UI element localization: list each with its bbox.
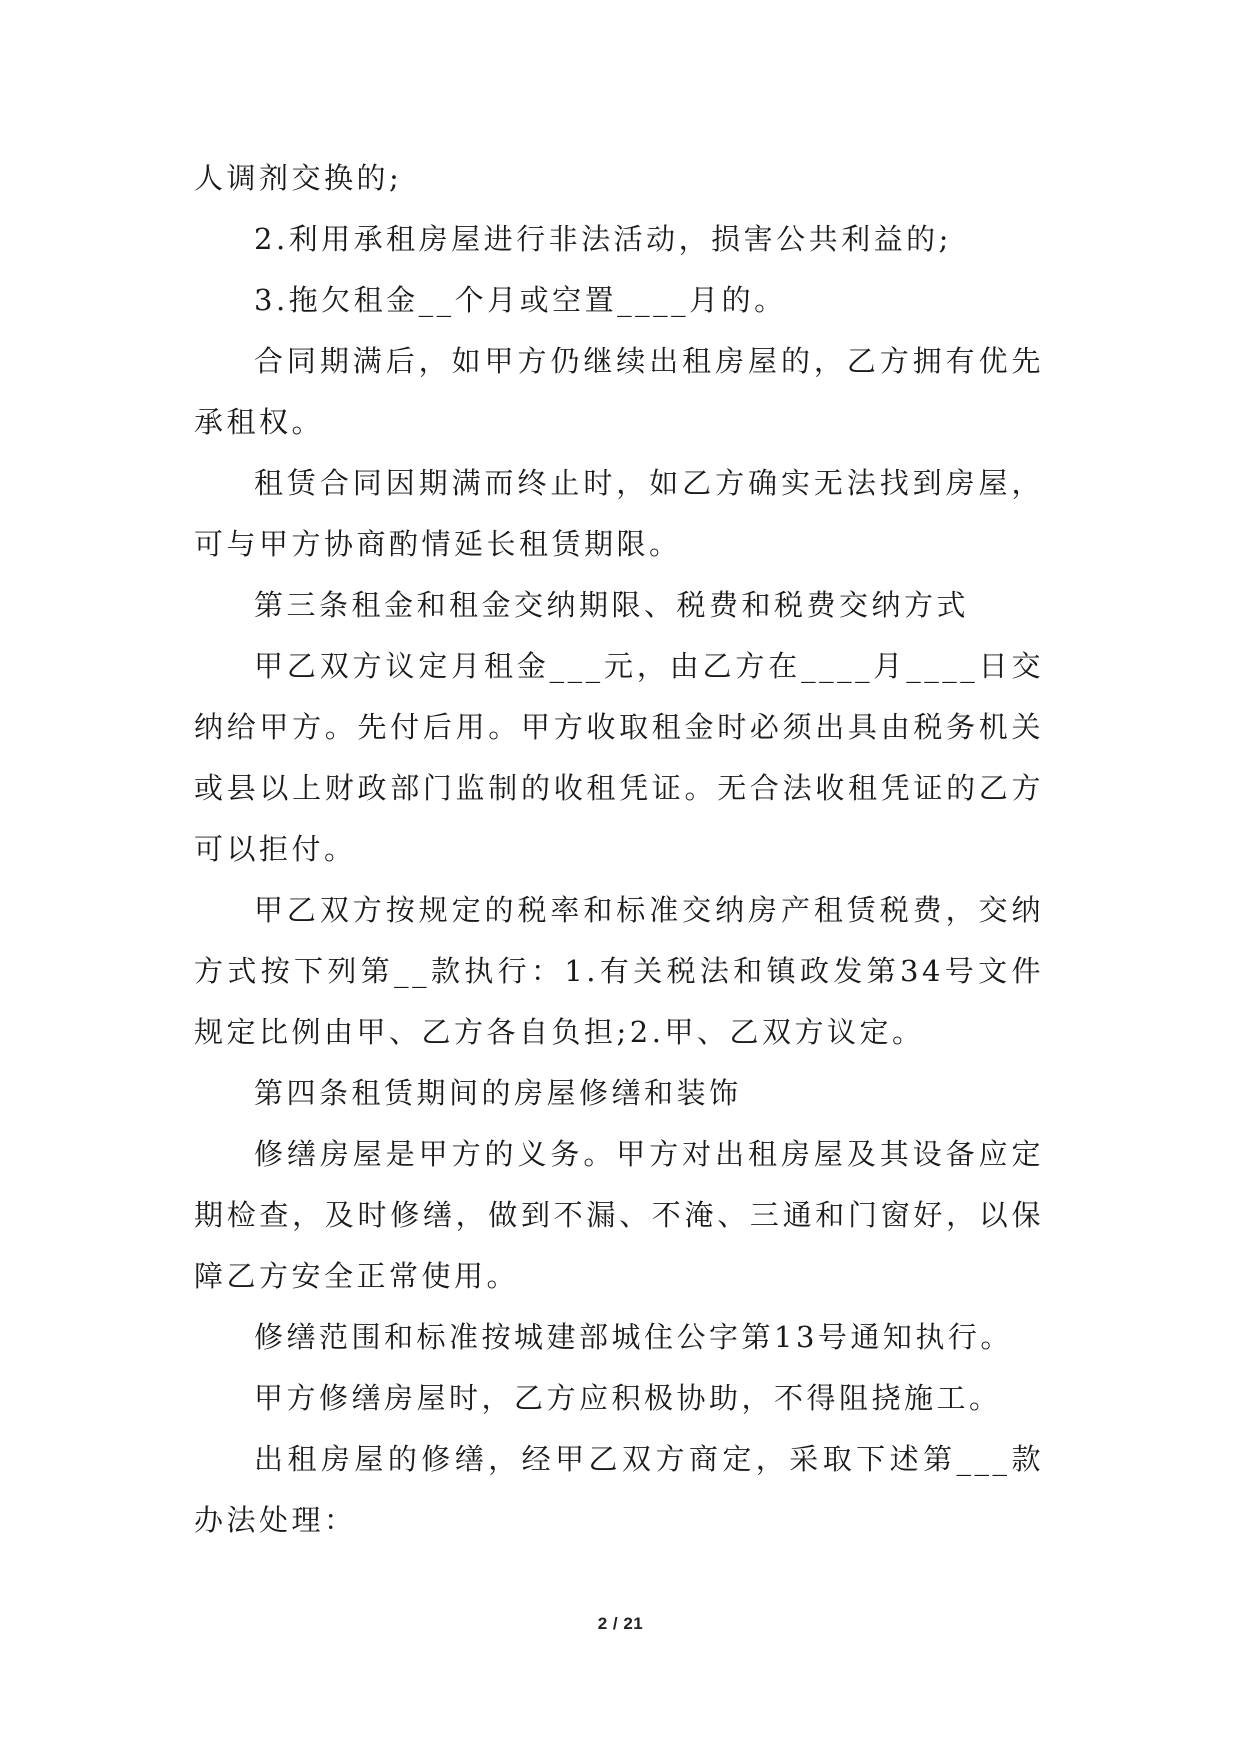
paragraph: 2.利用承租房屋进行非法活动，损害公共利益的; xyxy=(254,222,952,256)
paragraph: 甲乙双方议定月租金___元，由乙方在____月____日交纳给甲方。先付后用。甲方收取租金时必须出具由税务机关或县以上财政部门监制的收租凭证。无合法收租凭证的乙方可以拒付。 xyxy=(194,649,1044,866)
page-number: 2 / 21 xyxy=(597,1614,644,1633)
paragraph: 甲乙双方按规定的税率和标准交纳房产租赁税费，交纳方式按下列第__款执行：1.有关税法和镇政发第34号文件规定比例由甲、乙方各自负担;2.甲、乙双方议定。 xyxy=(194,893,1044,1049)
document-body xyxy=(194,148,1044,1551)
paragraph: 出租房屋的修缮，经甲乙双方商定，采取下述第___款办法处理： xyxy=(194,1442,1044,1537)
paragraph: 修缮范围和标准按城建部城住公字第13号通知执行。 xyxy=(254,1320,1013,1354)
paragraph: 人调剂交换的; xyxy=(194,161,403,195)
paragraph: 3.拖欠租金__个月或空置____月的。 xyxy=(254,283,787,317)
paragraph: 甲方修缮房屋时，乙方应积极协助，不得阻挠施工。 xyxy=(254,1381,1002,1415)
section-heading: 第四条租赁期间的房屋修缮和装饰 xyxy=(254,1076,742,1110)
paragraph: 修缮房屋是甲方的义务。甲方对出租房屋及其设备应定期检查，及时修缮，做到不漏、不淹、三通和门窗好，以保障乙方安全正常使用。 xyxy=(194,1137,1044,1293)
paragraph: 合同期满后，如甲方仍继续出租房屋的，乙方拥有优先承租权。 xyxy=(194,344,1044,439)
paragraph: 租赁合同因期满而终止时，如乙方确实无法找到房屋，可与甲方协商酌情延长租赁期限。 xyxy=(194,466,1044,561)
section-heading: 第三条租金和租金交纳期限、税费和税费交纳方式 xyxy=(254,588,970,622)
